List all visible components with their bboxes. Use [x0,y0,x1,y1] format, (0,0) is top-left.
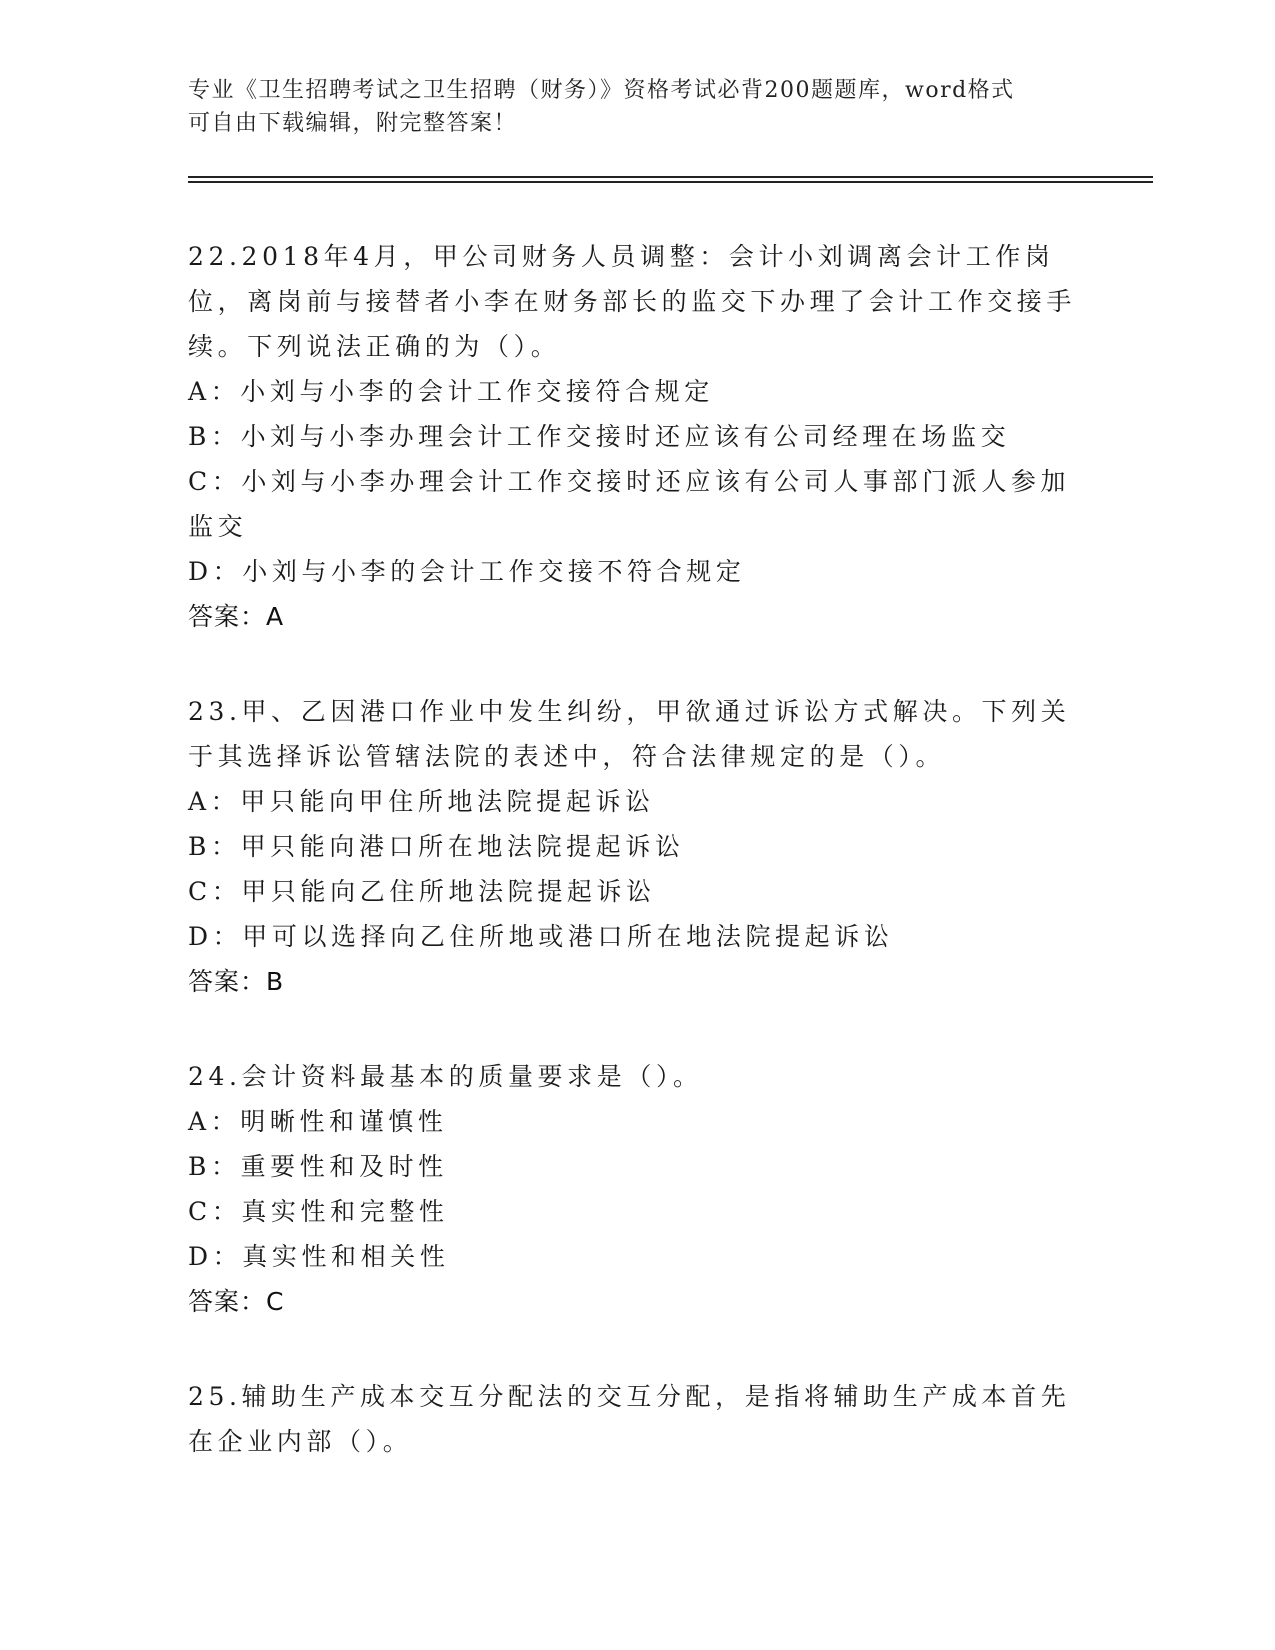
option-a: A：甲只能向甲住所地法院提起诉讼 [188,787,655,816]
option-a: A：小刘与小李的会计工作交接符合规定 [188,377,714,406]
question-22 [188,234,1088,639]
question-23 [188,689,1088,1004]
header-line-1: 专业《卫生招聘考试之卫生招聘（财务）》资格考试必背200题题库，word格式 [188,78,1015,103]
header-divider-top [188,176,1153,178]
option-c: C：真实性和完整性 [188,1197,449,1226]
question-text: 22.2018年4月，甲公司财务人员调整：会计小刘调离会计工作岗位，离岗前与接替者小李在财务部长的监交下办理了会计工作交接手续。下列说法正确的为（）。 [188,242,1077,361]
option-a: A：明晰性和谨慎性 [188,1107,448,1136]
option-b: B：小刘与小李办理会计工作交接时还应该有公司经理在场监交 [188,422,1011,451]
question-text: 25.辅助生产成本交互分配法的交互分配，是指将辅助生产成本首先在企业内部（）。 [188,1382,1071,1456]
answer-text: 答案：A [188,602,285,631]
option-c: C：甲只能向乙住所地法院提起诉讼 [188,877,656,906]
document-header [188,74,1068,140]
option-c: C：小刘与小李办理会计工作交接时还应该有公司人事部门派人参加监交 [188,467,1071,541]
question-text: 24.会计资料最基本的质量要求是（）。 [188,1062,703,1091]
question-24 [188,1054,1088,1324]
header-divider-bottom [188,181,1153,183]
answer-text: 答案：C [188,1287,285,1316]
question-25 [188,1374,1088,1464]
header-line-2: 可自由下载编辑，附完整答案！ [188,111,518,136]
option-d: D：小刘与小李的会计工作交接不符合规定 [188,557,746,586]
option-b: B：甲只能向港口所在地法院提起诉讼 [188,832,685,861]
question-list [188,234,1088,1514]
option-b: B：重要性和及时性 [188,1152,448,1181]
answer-text: 答案：B [188,967,285,996]
option-d: D：甲可以选择向乙住所地或港口所在地法院提起诉讼 [188,922,894,951]
option-d: D：真实性和相关性 [188,1242,450,1271]
question-text: 23.甲、乙因港口作业中发生纠纷，甲欲通过诉讼方式解决。下列关于其选择诉讼管辖法院的表述中，符合法律规定的是（）。 [188,697,1071,771]
